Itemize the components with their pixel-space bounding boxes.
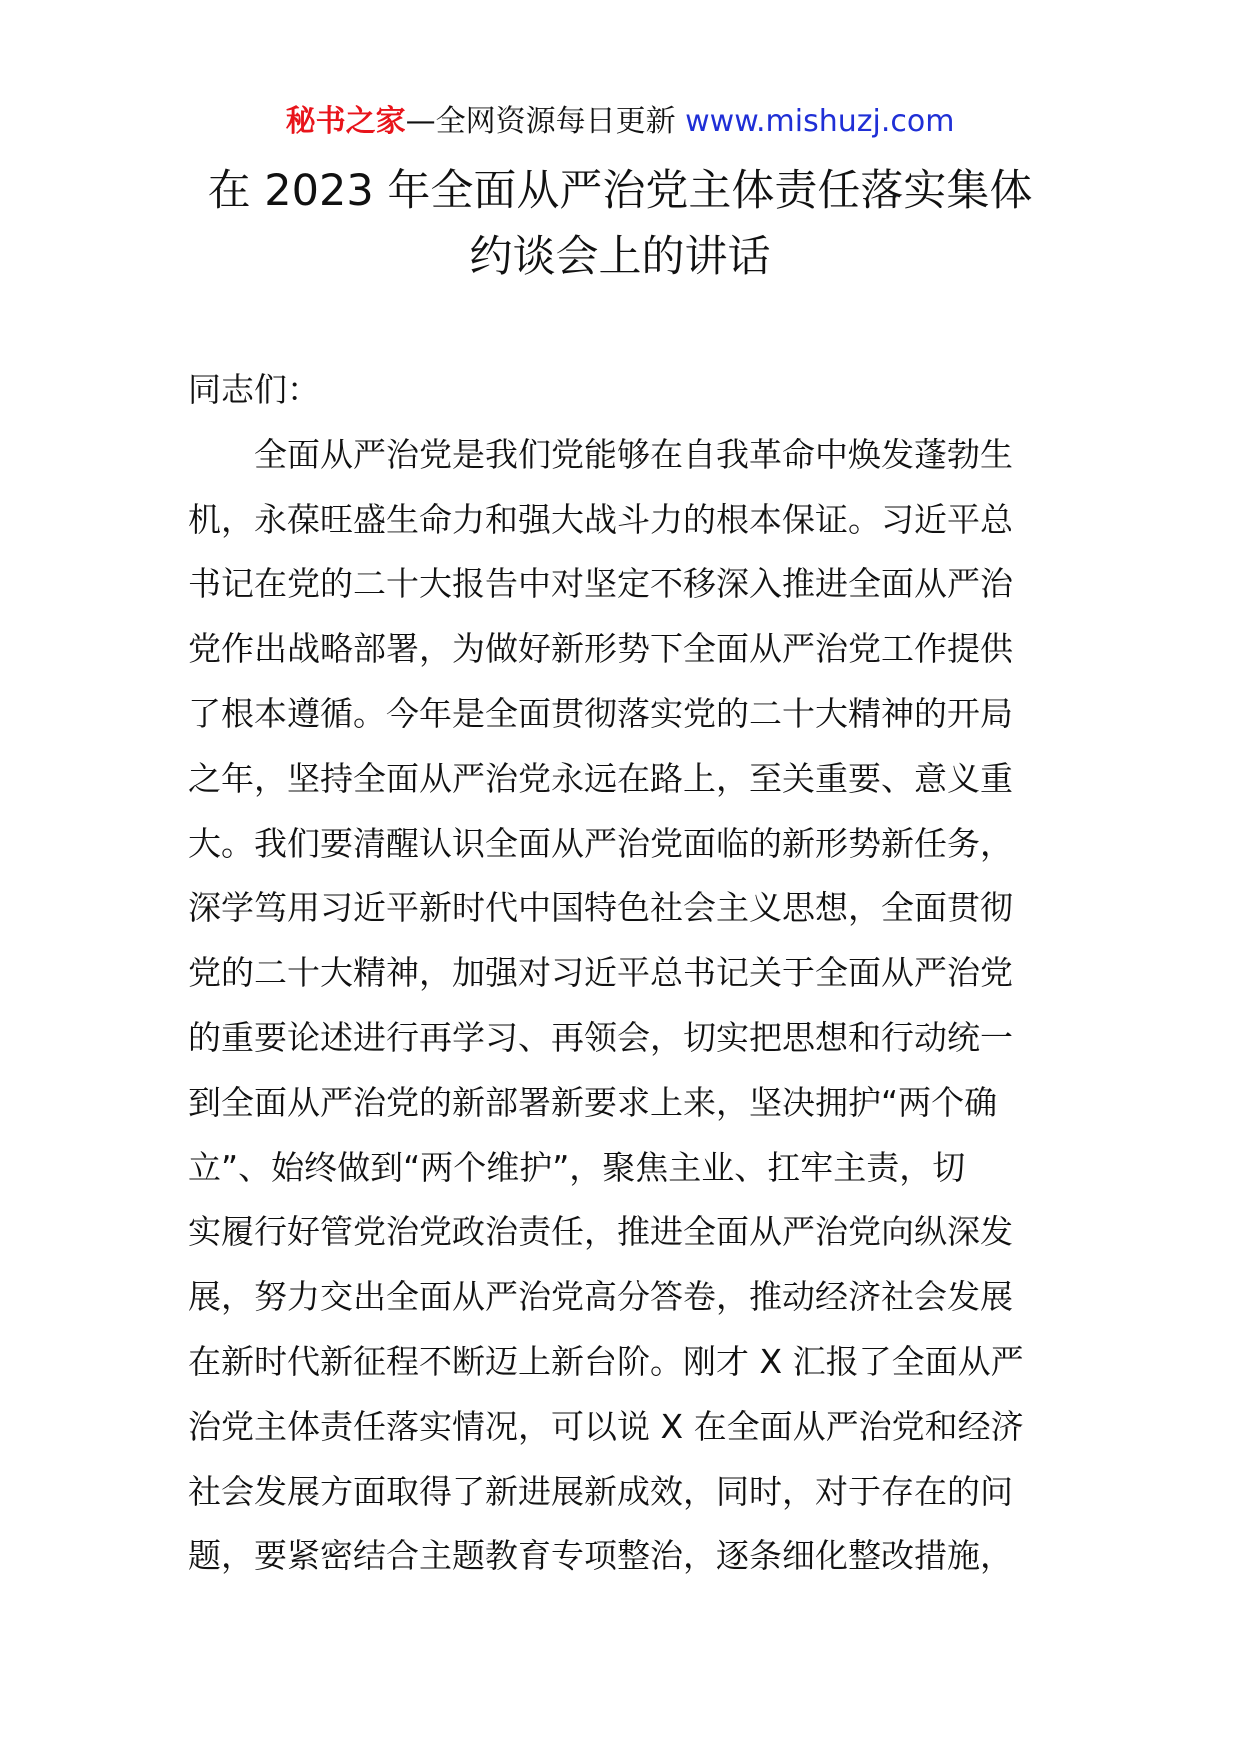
paragraph-line: 题，要紧密结合主题教育专项整治，逐条细化整改措施，	[188, 1536, 1013, 1576]
paragraph-line: 深学笃用习近平新时代中国特色社会主义思想，全面贯彻	[188, 888, 1013, 928]
paragraph-line: 大。我们要清醒认识全面从严治党面临的新形势新任务，	[188, 823, 1013, 863]
paragraph-line: 实履行好管党治党政治责任，推进全面从严治党向纵深发	[188, 1212, 1013, 1252]
paragraph-line: 了根本遵循。今年是全面贯彻落实党的二十大精神的开局	[188, 693, 1013, 733]
paragraph-line: 到全面从严治党的新部署新要求上来，坚决拥护“两个确	[188, 1082, 998, 1122]
paragraph-line: 治党主体责任落实情况，可以说 X 在全面从严治党和经济	[188, 1406, 1024, 1446]
site-header	[0, 100, 1240, 144]
paragraph-line: 党作出战略部署，为做好新形势下全面从严治党工作提供	[188, 629, 1013, 669]
document-body	[188, 358, 1058, 1589]
site-url-link[interactable]: www.mishuzj.com	[685, 104, 955, 139]
paragraph-line: 机，永葆旺盛生命力和强大战斗力的根本保证。习近平总	[188, 499, 1013, 539]
paragraph-line: 全面从严治党是我们党能够在自我革命中焕发蓬勃生	[254, 434, 1013, 474]
brand-name: 秘书之家	[285, 104, 406, 139]
paragraph-line: 立”、始终做到“两个维护”，聚焦主业、扛牢主责，切	[188, 1147, 966, 1187]
paragraph-line: 党的二十大精神，加强对习近平总书记关于全面从严治党	[188, 953, 1013, 993]
paragraph-line: 社会发展方面取得了新进展新成效，同时，对于存在的问	[188, 1471, 1013, 1511]
salutation: 同志们：	[188, 370, 320, 409]
paragraph-line: 之年，坚持全面从严治党永远在路上，至关重要、意义重	[188, 758, 1013, 798]
paragraph-line: 的重要论述进行再学习、再领会，切实把思想和行动统一	[188, 1017, 1013, 1057]
header-tagline: —全网资源每日更新	[405, 104, 686, 139]
paragraph-line: 书记在党的二十大报告中对坚定不移深入推进全面从严治	[188, 564, 1013, 604]
paragraph-line: 在新时代新征程不断迈上新台阶。刚才 X 汇报了全面从严	[188, 1341, 1024, 1381]
title-line: 约谈会上的讲话	[469, 232, 771, 282]
title-line: 在 2023 年全面从严治党主体责任落实集体	[207, 166, 1033, 216]
document-title	[150, 158, 1090, 290]
paragraph-line: 展，努力交出全面从严治党高分答卷，推动经济社会发展	[188, 1277, 1013, 1317]
